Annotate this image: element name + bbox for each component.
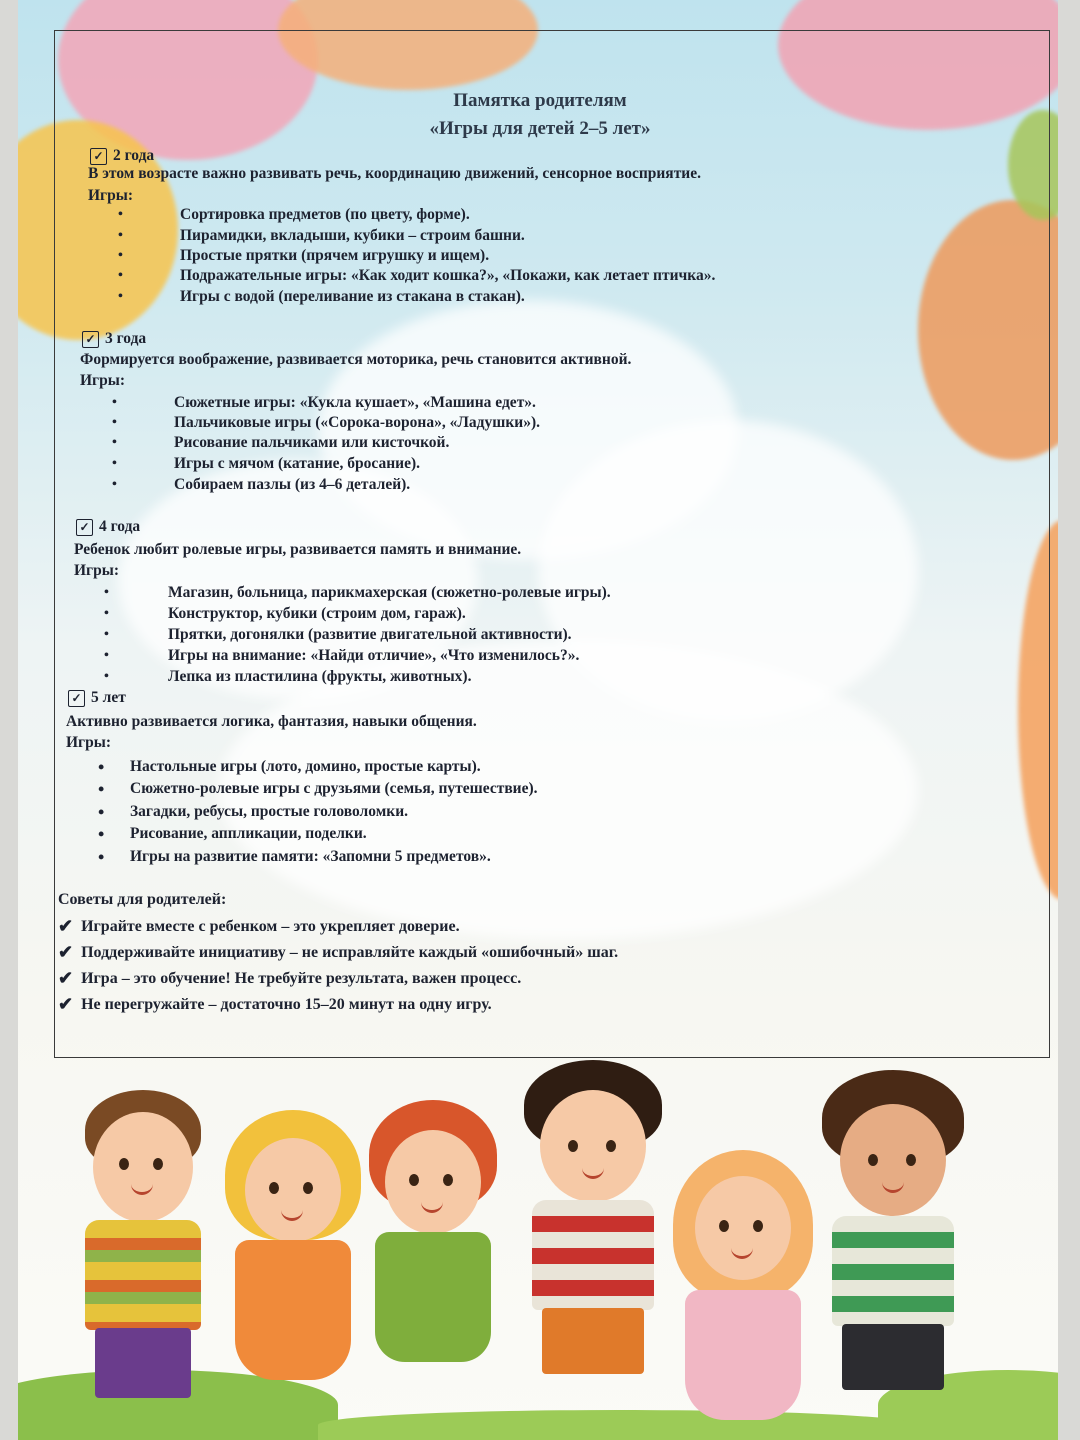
tip-text: Игра – это обучение! Не требуйте результата, важен процесс. — [81, 969, 522, 987]
checkbox-checked-icon: ✓ — [76, 519, 93, 536]
kid-figure — [363, 1100, 503, 1420]
tip-item — [58, 916, 460, 937]
list-item: Сортировка предметов (по цвету, форме). — [180, 206, 470, 223]
games-label: Игры: — [88, 187, 133, 204]
list-item: Рисование, аппликации, поделки. — [130, 825, 367, 842]
list-item: Игры с мячом (катание, бросание). — [174, 455, 420, 472]
section-age-heading — [82, 330, 146, 348]
list-item: Подражательные игры: «Как ходит кошка?», «Покажи, как летает птичка». — [180, 267, 716, 284]
kid-figure — [73, 1090, 213, 1420]
list-item: Пирамидки, вкладыши, кубики – строим башни. — [180, 227, 525, 244]
bullet-icon: • — [104, 585, 109, 600]
section-intro: Формируется воображение, развивается моторика, речь становится активной. — [80, 351, 632, 368]
bullet-icon: • — [104, 648, 109, 663]
list-item: Пальчиковые игры («Сорока-ворона», «Ладушки»). — [174, 414, 540, 431]
bullet-icon: • — [98, 757, 105, 777]
bullet-icon: • — [118, 289, 123, 304]
list-item: Загадки, ребусы, простые головоломки. — [130, 803, 409, 820]
age-label: 3 года — [105, 330, 147, 347]
list-item: Игры с водой (переливание из стакана в стакан). — [180, 288, 525, 305]
list-item: Простые прятки (прячем игрушку и ищем). — [180, 247, 490, 264]
bullet-icon: • — [112, 395, 117, 410]
section-age-heading — [90, 147, 154, 165]
age-label: 5 лет — [91, 689, 126, 706]
age-label: 2 года — [113, 147, 155, 164]
kid-figure — [518, 1060, 668, 1420]
checkmark-icon: ✔ — [58, 994, 74, 1014]
list-item: Рисование пальчиками или кисточкой. — [174, 434, 450, 451]
bullet-icon: • — [104, 627, 109, 642]
bullet-icon: • — [112, 477, 117, 492]
tips-heading: Советы для родителей: — [58, 891, 227, 908]
section-intro: В этом возрасте важно развивать речь, координацию движений, сенсорное восприятие. — [88, 165, 701, 182]
list-item: Игры на развитие памяти: «Запомни 5 предметов». — [130, 848, 491, 865]
tip-text: Играйте вместе с ребенком – это укрепляет доверие. — [81, 917, 460, 935]
bullet-icon: • — [118, 207, 123, 222]
checkbox-checked-icon: ✓ — [82, 331, 99, 348]
bullet-icon: • — [104, 606, 109, 621]
list-item: Сюжетно-ролевые игры с друзьями (семья, путешествие). — [130, 780, 538, 797]
list-item: Прятки, догонялки (развитие двигательной активности). — [168, 626, 572, 643]
section-intro: Ребенок любит ролевые игры, развивается память и внимание. — [74, 541, 522, 558]
page-subtitle: «Игры для детей 2–5 лет» — [429, 118, 651, 139]
section-age-heading — [68, 689, 126, 707]
bullet-icon: • — [98, 802, 105, 822]
games-label: Игры: — [80, 372, 125, 389]
bullet-icon: • — [104, 669, 109, 684]
tip-text: Поддерживайте инициативу – не исправляйте каждый «ошибочный» шаг. — [81, 943, 619, 961]
bullet-icon: • — [118, 228, 123, 243]
bullet-icon: • — [118, 248, 123, 263]
bullet-icon: • — [112, 435, 117, 450]
kid-figure — [673, 1150, 813, 1430]
kid-figure — [223, 1110, 363, 1420]
games-label: Игры: — [74, 562, 119, 579]
list-item: Сюжетные игры: «Кукла кушает», «Машина едет». — [174, 394, 536, 411]
section-age-heading — [76, 518, 140, 536]
list-item: Собираем пазлы (из 4–6 деталей). — [174, 476, 411, 493]
list-item: Лепка из пластилина (фрукты, животных). — [168, 668, 472, 685]
games-label: Игры: — [66, 734, 111, 751]
bullet-icon: • — [118, 268, 123, 283]
tip-item — [58, 994, 492, 1015]
tip-item — [58, 942, 618, 963]
checkmark-icon: ✔ — [58, 942, 74, 962]
section-intro: Активно развивается логика, фантазия, навыки общения. — [66, 713, 477, 730]
checkmark-icon: ✔ — [58, 968, 74, 988]
bullet-icon: • — [112, 456, 117, 471]
list-item: Магазин, больница, парикмахерская (сюжетно-ролевые игры). — [168, 584, 611, 601]
bullet-icon: • — [98, 847, 105, 867]
bullet-icon: • — [98, 824, 105, 844]
checkbox-checked-icon: ✓ — [90, 148, 107, 165]
checkbox-checked-icon: ✓ — [68, 690, 85, 707]
page-title: Памятка родителям — [453, 90, 627, 111]
tip-text: Не перегружайте – достаточно 15–20 минут на одну игру. — [81, 995, 492, 1013]
age-label: 4 года — [99, 518, 141, 535]
list-item: Игры на внимание: «Найди отличие», «Что изменилось?». — [168, 647, 580, 664]
checkmark-icon: ✔ — [58, 916, 74, 936]
tip-item — [58, 968, 521, 989]
bullet-icon: • — [112, 415, 117, 430]
list-item: Конструктор, кубики (строим дом, гараж). — [168, 605, 466, 622]
list-item: Настольные игры (лото, домино, простые карты). — [130, 758, 481, 775]
kid-figure — [818, 1070, 968, 1420]
bullet-icon: • — [98, 779, 105, 799]
